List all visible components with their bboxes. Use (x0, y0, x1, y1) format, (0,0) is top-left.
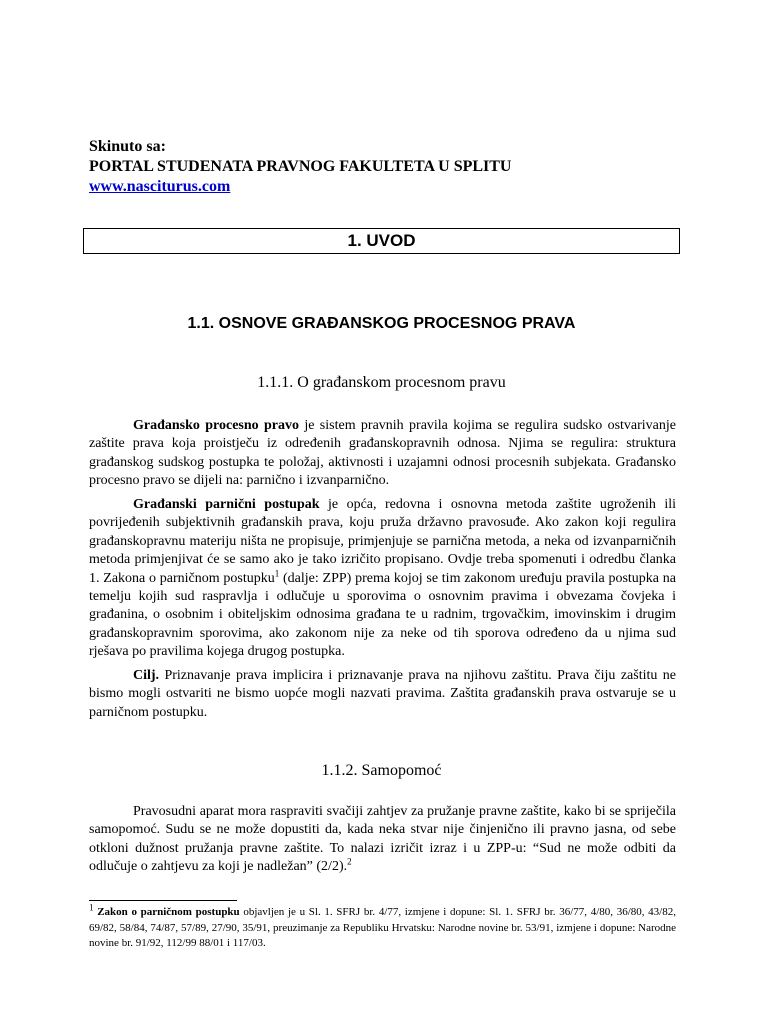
header-portal-name: PORTAL STUDENATA PRAVNOG FAKULTETA U SPLITU (89, 158, 512, 175)
chapter-title-box (83, 228, 680, 254)
paragraph-text: Priznavanje prava implicira i priznavanje prava na njihovu zaštitu. Prava čiju zaštitu ne bismo mogli ostvariti ne bismo uopće mogli nazvati pravima. Zaštita građanskih prava ostvaruje se u parničnom postupku. (89, 668, 676, 720)
chapter-title: 1. UVOD (347, 231, 416, 250)
section-title: 1.1. OSNOVE GRAĐANSKOG PROCESNOG PRAVA (187, 315, 576, 332)
footnote-law-name: Zakon o parničnom postupku (97, 906, 240, 918)
paragraph-goal (89, 667, 676, 722)
subsection-title-1: 1.1.1. O građanskom procesnom pravu (257, 374, 506, 391)
header-source-label: Skinuto sa: (89, 138, 166, 155)
term-civil-litigation: Građanski parnični postupak (133, 497, 320, 512)
paragraph-civil-litigation (89, 496, 676, 662)
paragraph-self-help (89, 803, 676, 877)
term-civil-procedure-law: Građansko procesno pravo (133, 418, 300, 433)
paragraph-civil-procedure-law (89, 417, 676, 491)
footnote-reference[interactable]: 2 (347, 856, 352, 867)
paragraph-text: je sistem pravnih pravila kojima se regulira sudsko ostvarivanje zaštite prava koja proistječu iz određenih građanskopravnih odnosa. Njima se regulira: struktura građanskog sudskog postupka te položaj, aktivnosti i uzajamni odnosi procesnih subjekata. Građansko procesno pravo se dijeli na: parnično i izvanparnično. (89, 418, 676, 489)
paragraph-text: (dalje: ZPP) prema kojoj se tim zakonom uređuju pravila postupka na temelju kojih sud raspravlja i odlučuje u sporovima o osnovnim pravima i obvezama čovjeka i građanina, o osobnim i obiteljskim odnosima građana te u radnim, trgovačkim, imovinskim i drugim građanskopravnim sporovima, ako zakonom nije za neke od tih sporova određeno da u njima sud rješava po pravilima kojega drugog postupka. (89, 570, 677, 660)
footnote-reference[interactable]: 1 (274, 567, 280, 578)
source-header (89, 137, 689, 197)
term-goal: Cilj. (133, 668, 160, 683)
subsection-title-2: 1.1.2. Samopomoć (321, 762, 442, 779)
footnote-text: objavljen je u Sl. 1. SFRJ br. 4/77, izmjene i dopune: Sl. 1. SFRJ br. 36/77, 4/80, 36/80, 43/82, 69/82, 58/84, 74/87, 57/89, 27/90, 35/91, preuzimanje za Republiku Hrvatsku: Narodne novine br. 53/91, izmjene i dopune: Narodne novine br. 91/92, 112/99 88/01 i 117/03. (89, 906, 676, 949)
paragraph-text: je opća, redovna i osnovna metoda zaštite ugroženih ili povrijeđenih subjektivnih građanskih prava, koju pruža državno pravosuđe. Ako zakon koji regulira građanskopravnu materiju ništa ne propisuje, primjenjuje se parnična metoda, a neka od izvanparničnih metoda primjenjivat će se samo ako je tako izričito propisano. Ovdje treba spomenuti i odredbu članka 1. Zakona o parničnom postupku (89, 497, 676, 586)
header-website-link[interactable]: www.nasciturus.com (89, 178, 231, 195)
footnote (89, 902, 676, 952)
footnote-separator (89, 900, 237, 901)
footnote-number: 1 (89, 902, 94, 913)
paragraph-text: Pravosudni aparat mora raspraviti svačiji zahtjev za pružanje pravne zaštite, kako bi se spriječila samopomoć. Sudu se ne može dopustiti da, kada neka stvar nije činjenično ili pravno jasna, od sebe otkloni dužnost pružanja pravne zaštite. To nalazi izričit izraz i u ZPP-u: “Sud ne može odbiti da odlučuje o zahtjevu za koji je nadležan” (2/2). (89, 804, 676, 875)
